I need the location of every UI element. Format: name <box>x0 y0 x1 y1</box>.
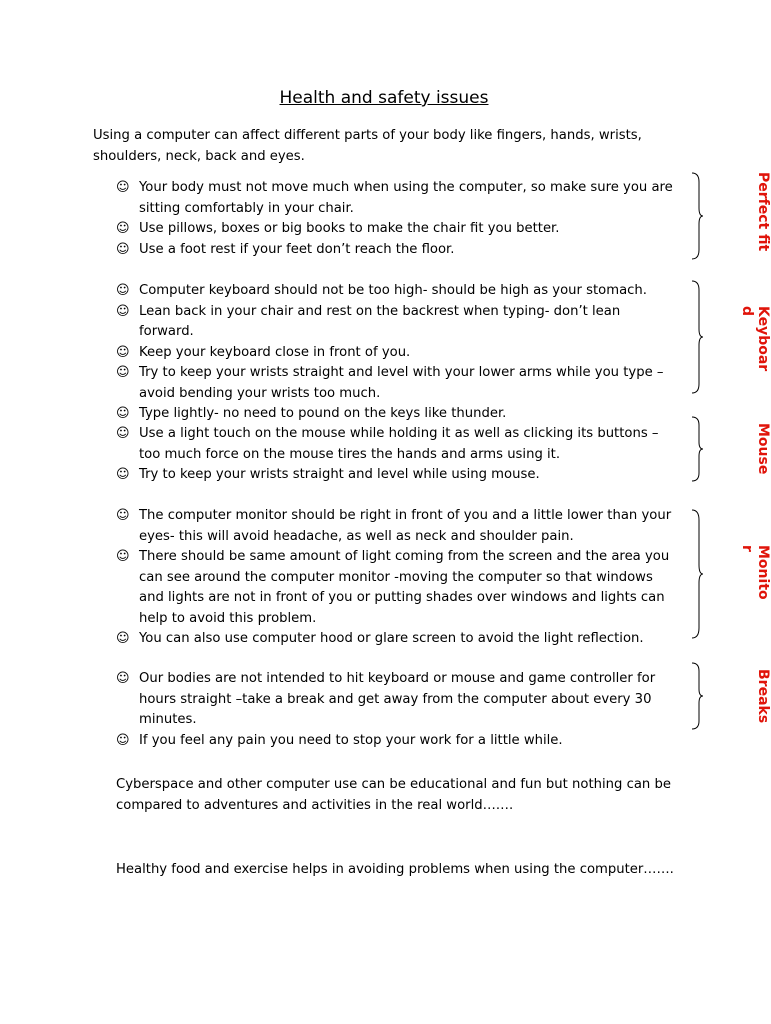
closing-paragraph-cyberspace: Cyberspace and other computer use can be educational and fun but nothing can be compared to adventures and activities in the real world……. <box>116 777 671 813</box>
list-item-text: Your body must not move much when using the computer, so make sure you are sitting comfortably in your chair. <box>139 180 673 216</box>
smiley-icon: ☺ <box>116 344 130 360</box>
smiley-icon: ☺ <box>116 241 130 257</box>
section-label: Monito r <box>739 545 771 600</box>
section-label: Perfect fit <box>755 172 771 252</box>
list-item-text: Try to keep your wrists straight and level while using mouse. <box>139 467 540 482</box>
list-item <box>116 424 676 465</box>
section-list-keyboard <box>116 281 676 425</box>
curly-brace-icon <box>690 280 704 394</box>
smiley-icon: ☺ <box>116 732 130 748</box>
intro-paragraph: Using a computer can affect different parts of your body like fingers, hands, wrists, shoulders, neck, back and eyes. <box>93 128 642 164</box>
smiley-icon: ☺ <box>116 365 130 380</box>
curly-brace-icon <box>690 416 704 482</box>
list-item <box>116 731 676 752</box>
smiley-icon: ☺ <box>116 303 130 319</box>
smiley-icon: ☺ <box>116 180 130 195</box>
smiley-icon: ☺ <box>116 221 130 236</box>
list-item-text: Lean back in your chair and rest on the backrest when typing- don’t lean forward. <box>139 303 621 339</box>
smiley-icon: ☺ <box>116 283 130 298</box>
smiley-icon: ☺ <box>116 467 130 482</box>
smiley-icon: ☺ <box>116 671 130 686</box>
curly-brace-icon <box>690 172 704 260</box>
list-item <box>116 506 676 547</box>
list-item-text: Type lightly- no need to pound on the keys like thunder. <box>139 406 507 421</box>
list-item <box>116 281 676 302</box>
list-item-text: Keep your keyboard close in front of you. <box>139 344 411 360</box>
page-title: Health and safety issues <box>279 88 489 108</box>
list-item-text: Use a foot rest if your feet don’t reach the floor. <box>139 241 455 257</box>
section-label: Mouse <box>755 423 771 475</box>
list-item-text: Use a light touch on the mouse while holding it as well as clicking its buttons – too much force on the mouse tires the hands and arms using it. <box>139 426 659 462</box>
list-item <box>116 669 676 731</box>
list-item-text: You can also use computer hood or glare screen to avoid the light reflection. <box>139 631 644 646</box>
list-item-text: Use pillows, boxes or big books to make the chair fit you better. <box>139 221 560 236</box>
list-item <box>116 240 676 261</box>
smiley-icon: ☺ <box>116 631 130 646</box>
closing-paragraph-healthy-food: Healthy food and exercise helps in avoiding problems when using the computer……. <box>116 862 674 877</box>
section-list-monitor <box>116 506 676 650</box>
list-item-text: Try to keep your wrists straight and level with your lower arms while you type – avoid bending your wrists too much. <box>139 365 664 401</box>
section-list-breaks <box>116 669 676 751</box>
list-item-text: Computer keyboard should not be too high- should be high as your stomach. <box>139 283 647 298</box>
curly-brace-icon <box>690 662 704 730</box>
list-item <box>116 465 676 486</box>
list-item <box>116 363 676 404</box>
section-label: Breaks <box>755 669 771 724</box>
smiley-icon: ☺ <box>116 406 130 421</box>
list-item-text: The computer monitor should be right in front of you and a little lower than your eyes- this will avoid headache, as well as neck and shoulder pain. <box>139 508 672 544</box>
list-item <box>116 343 676 364</box>
list-item <box>116 629 676 650</box>
list-item <box>116 547 676 629</box>
section-list-perfect-fit <box>116 178 676 260</box>
section-label: Keyboar d <box>739 306 771 372</box>
list-item-text: There should be same amount of light coming from the screen and the area you can see around the computer monitor -moving the computer so that windows and lights are not in front of you or putting shades over windows and lights can help to avoid this problem. <box>139 549 670 626</box>
smiley-icon: ☺ <box>116 549 130 564</box>
smiley-icon: ☺ <box>116 426 130 441</box>
list-item <box>116 404 676 425</box>
smiley-icon: ☺ <box>116 508 130 523</box>
list-item <box>116 219 676 240</box>
list-item-text: If you feel any pain you need to stop your work for a little while. <box>139 732 563 748</box>
list-item-text: Our bodies are not intended to hit keyboard or mouse and game controller for hours straight –take a break and get away from the computer about every 30 minutes. <box>139 671 656 727</box>
section-list-mouse <box>116 424 676 486</box>
curly-brace-icon <box>690 509 704 639</box>
list-item <box>116 302 676 343</box>
list-item <box>116 178 676 219</box>
